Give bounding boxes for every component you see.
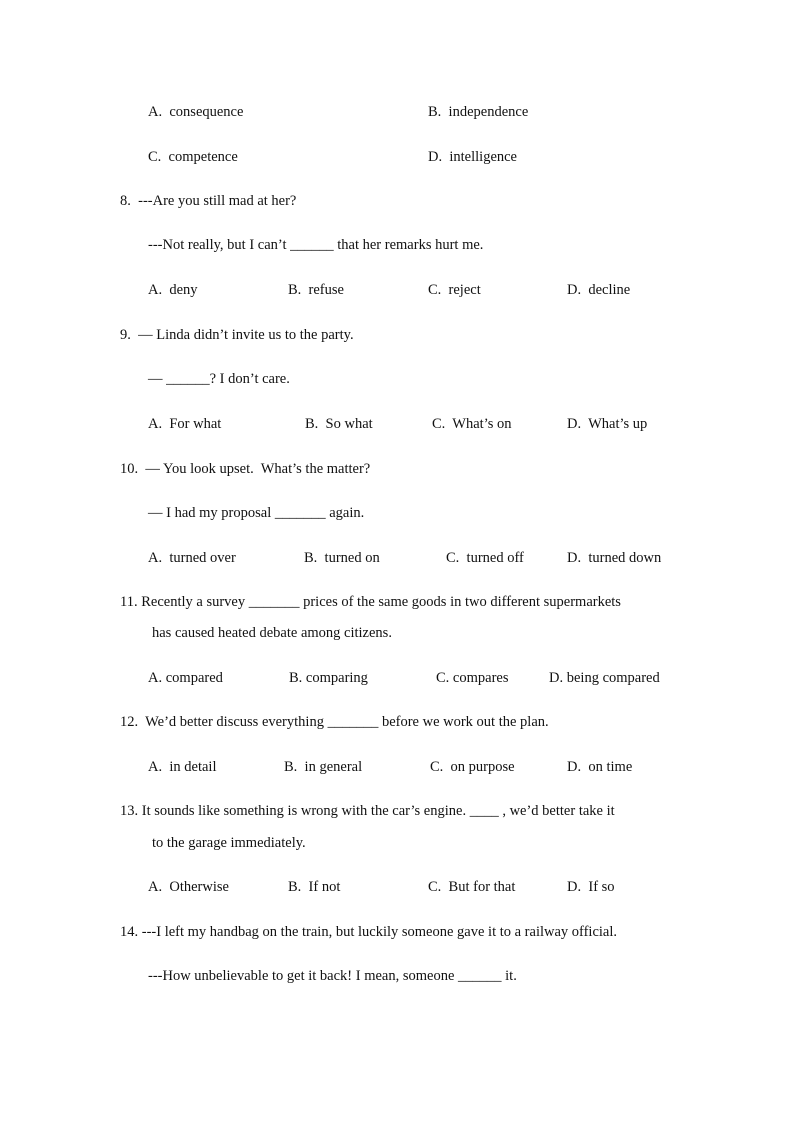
question-14-stem: 14. ---I left my handbag on the train, but luckily someone gave it to a railway official. bbox=[120, 924, 618, 940]
option-13b: B. If not bbox=[288, 879, 341, 895]
option-9b: B. So what bbox=[305, 416, 373, 432]
option-7d: D. intelligence bbox=[428, 149, 517, 165]
question-8-stem: 8. ---Are you still mad at her? bbox=[120, 193, 297, 209]
question-9-stem: 9. — Linda didn’t invite us to the party. bbox=[120, 327, 354, 343]
option-12b: B. in general bbox=[284, 759, 363, 775]
question-10-response: — I had my proposal _______ again. bbox=[148, 505, 365, 521]
option-7b: B. independence bbox=[428, 104, 529, 120]
option-13d: D. If so bbox=[567, 879, 615, 895]
option-7c: C. competence bbox=[148, 149, 238, 165]
question-13-stem-cont: to the garage immediately. bbox=[152, 835, 306, 851]
question-12-stem: 12. We’d better discuss everything _______ before we work out the plan. bbox=[120, 714, 549, 730]
option-11a: A. compared bbox=[148, 670, 223, 686]
question-11-stem: 11. Recently a survey _______ prices of the same goods in two different supermarkets bbox=[120, 594, 621, 610]
option-8c: C. reject bbox=[428, 282, 481, 298]
option-11b: B. comparing bbox=[289, 670, 368, 686]
option-12a: A. in detail bbox=[148, 759, 217, 775]
option-9a: A. For what bbox=[148, 416, 222, 432]
question-9-response: — ______? I don’t care. bbox=[148, 371, 290, 387]
question-14-response: ---How unbelievable to get it back! I mean, someone ______ it. bbox=[148, 968, 517, 984]
option-8a: A. deny bbox=[148, 282, 198, 298]
option-10d: D. turned down bbox=[567, 550, 662, 566]
question-13-stem: 13. It sounds like something is wrong with the car’s engine. ____ , we’d better take it bbox=[120, 803, 615, 819]
option-9d: D. What’s up bbox=[567, 416, 648, 432]
option-7a: A. consequence bbox=[148, 104, 244, 120]
option-13c: C. But for that bbox=[428, 879, 516, 895]
option-10b: B. turned on bbox=[304, 550, 380, 566]
option-9c: C. What’s on bbox=[432, 416, 512, 432]
option-10a: A. turned over bbox=[148, 550, 236, 566]
option-10c: C. turned off bbox=[446, 550, 524, 566]
option-8d: D. decline bbox=[567, 282, 631, 298]
option-12c: C. on purpose bbox=[430, 759, 515, 775]
option-12d: D. on time bbox=[567, 759, 633, 775]
option-13a: A. Otherwise bbox=[148, 879, 229, 895]
option-8b: B. refuse bbox=[288, 282, 344, 298]
option-11c: C. compares bbox=[436, 670, 509, 686]
option-11d: D. being compared bbox=[549, 670, 660, 686]
question-10-stem: 10. — You look upset. What’s the matter? bbox=[120, 461, 371, 477]
question-11-stem-cont: has caused heated debate among citizens. bbox=[152, 625, 392, 641]
question-8-response: ---Not really, but I can’t ______ that her remarks hurt me. bbox=[148, 237, 484, 253]
